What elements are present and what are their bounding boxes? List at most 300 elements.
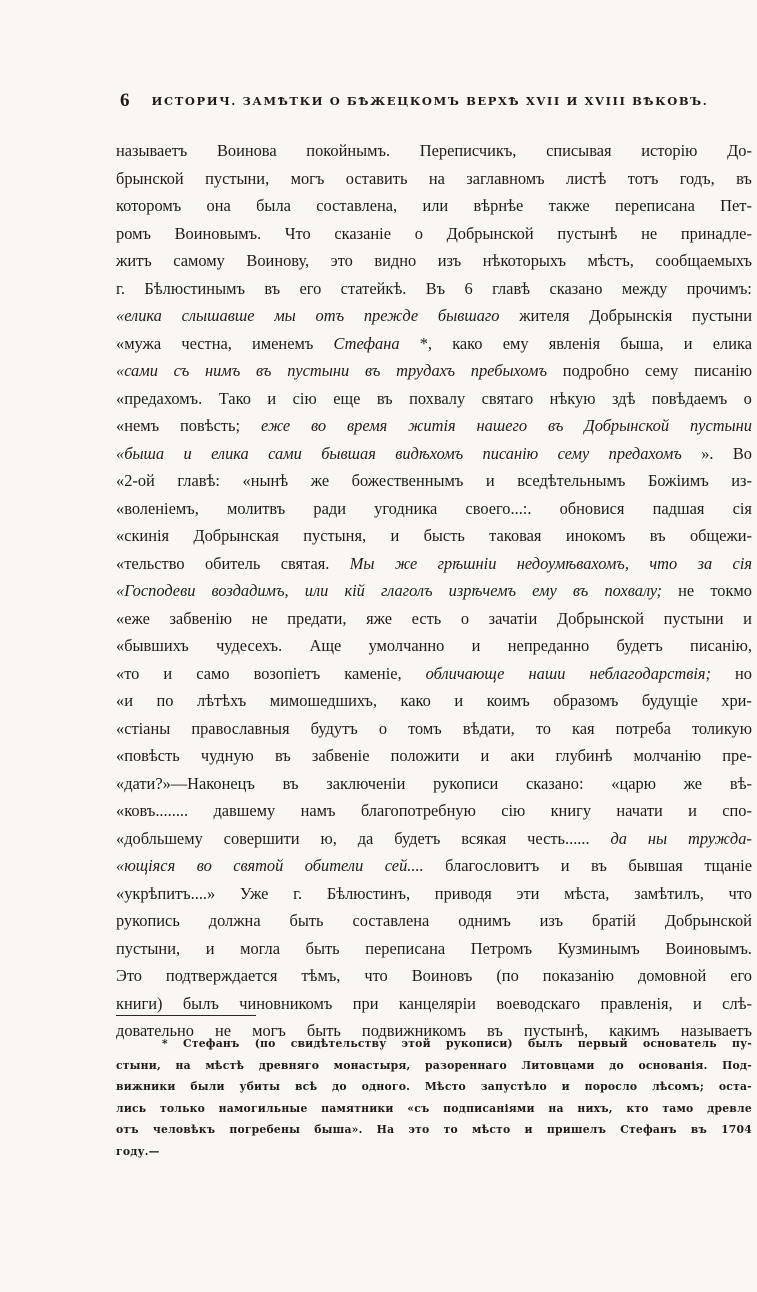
word: г. (293, 883, 303, 903)
word: въ (282, 773, 299, 793)
word: «мужа (116, 333, 162, 353)
word: братій (592, 911, 636, 930)
word: тамо (662, 1101, 694, 1115)
word: могъ (252, 1021, 286, 1040)
word: падшая (652, 498, 705, 518)
word: Добрынской (446, 223, 534, 243)
word: неблагодарствія; (589, 663, 711, 683)
word: лѣтѣхъ (197, 691, 247, 710)
word: по (156, 691, 174, 710)
word: пу- (732, 1037, 752, 1050)
word: не (678, 581, 695, 600)
word: не (251, 608, 268, 628)
word: довательно (116, 1021, 194, 1040)
word: похвалу (409, 388, 466, 408)
word: писанію, (690, 636, 752, 655)
word: оставить (345, 168, 408, 188)
text-line (116, 275, 752, 303)
word: лись (116, 1101, 147, 1115)
word: ему (502, 333, 529, 353)
word: подробно (562, 361, 630, 380)
word: всѣ (294, 1080, 318, 1093)
word: непреданно (507, 636, 590, 655)
word: не (641, 223, 658, 243)
text-line (116, 907, 752, 935)
word: только (159, 1101, 206, 1115)
word: основатель (642, 1037, 717, 1050)
word: или (422, 196, 449, 215)
word: недоумѣвахомъ, (516, 553, 629, 573)
word: елика (211, 443, 249, 463)
word: исторію (641, 141, 698, 160)
word: писанію (482, 443, 539, 463)
word: въ (736, 168, 752, 188)
word: Мы (349, 553, 375, 573)
word: въ (256, 361, 272, 380)
word: не (215, 1021, 232, 1040)
word: тщаніе (704, 856, 752, 875)
word: «елика (116, 306, 162, 325)
word: Добрынскія (589, 306, 673, 325)
word: и (163, 663, 173, 683)
word: пребыхомъ (470, 361, 547, 380)
word: пустыни, (205, 168, 270, 188)
word: же (310, 471, 330, 490)
word: обновися (559, 498, 625, 518)
word: быша». (314, 1123, 363, 1136)
word: это (408, 1123, 430, 1136)
word: о (743, 388, 752, 408)
word: нихъ, (577, 1101, 613, 1115)
word: сія (732, 498, 752, 518)
word: аки (510, 746, 535, 765)
footnote (116, 1033, 752, 1162)
text-line (116, 495, 752, 523)
text-line (116, 330, 752, 358)
word: Кузминымъ (557, 938, 640, 958)
word: сказано (549, 278, 603, 298)
word: прочимъ: (686, 278, 752, 298)
word: переписана (614, 196, 695, 215)
word: о (414, 223, 423, 243)
word: «царю (611, 773, 656, 793)
footnote-line (116, 1055, 752, 1077)
word: составлена (352, 911, 430, 930)
word: ромъ (116, 223, 151, 243)
text-line (116, 660, 752, 688)
word: Аще (309, 636, 342, 655)
word: обличающе (425, 663, 505, 683)
word: Стефанъ (183, 1037, 240, 1050)
word: и (390, 526, 400, 545)
word: въ (274, 746, 291, 765)
word: пустыни (663, 608, 724, 628)
word: списывая (546, 141, 612, 160)
page-number: 6 (120, 90, 130, 111)
word: предахомъ (608, 443, 682, 463)
word: и (183, 443, 192, 463)
word: тотъ (627, 168, 659, 188)
word: «укрѣпитъ....» (116, 883, 216, 903)
word: совершити (223, 828, 300, 848)
word: ради (313, 498, 346, 518)
word: Воинову, (246, 251, 310, 270)
word: токмо (710, 581, 752, 600)
word: глубинѣ (555, 746, 613, 765)
text-line (116, 742, 752, 770)
word: начати (616, 801, 663, 820)
word: своего...:. (465, 498, 532, 518)
text-line (116, 247, 752, 275)
word: потреба (615, 718, 671, 738)
word: она (206, 196, 231, 215)
word: нѣкую (549, 388, 596, 408)
word: «бывшихъ (116, 636, 189, 655)
word: ю, (320, 828, 337, 848)
word: общежи- (689, 526, 752, 545)
text-line (116, 550, 752, 578)
word: погребены (229, 1123, 301, 1136)
word: главѣ (492, 278, 531, 298)
text-line (116, 137, 752, 165)
word: канцеляріи (398, 993, 476, 1013)
word: тружда- (688, 828, 752, 848)
word: рукописи) (445, 1037, 513, 1050)
word: Воинова (216, 141, 277, 160)
word: поросло (584, 1080, 638, 1093)
word: заключеніи (326, 773, 406, 793)
main-text (116, 137, 752, 1045)
word: яже (366, 608, 393, 628)
word: Литовцами (521, 1058, 595, 1072)
word: (по (496, 966, 519, 985)
word: пустыни (287, 361, 350, 380)
word: *, (419, 333, 433, 353)
word: какимъ (609, 1021, 660, 1040)
word: видѣхомъ (395, 443, 464, 463)
word: или (304, 581, 329, 600)
word: угодника (374, 498, 438, 518)
footnote-line (116, 1033, 752, 1055)
word: Воиновымъ. (665, 938, 752, 958)
word: сему (557, 443, 590, 463)
word: сему (645, 361, 679, 380)
word: чудесехъ. (216, 636, 283, 655)
word: православныя (191, 718, 290, 738)
word: же (394, 553, 418, 573)
word: о (460, 608, 470, 628)
word: но (735, 663, 752, 683)
word: мимошедшихъ, (269, 691, 378, 710)
word: при (352, 993, 379, 1013)
word: спо- (722, 801, 752, 820)
word: и (693, 993, 702, 1013)
word: «2-ой (116, 471, 155, 490)
word: его (730, 966, 752, 985)
word: покойнымъ. (306, 141, 391, 160)
word: слышавше (181, 306, 255, 325)
word: рукописи (433, 773, 499, 793)
word: Въ (425, 278, 446, 298)
word: однимъ (458, 911, 511, 930)
word: благословитъ (445, 856, 540, 875)
word: воеводскаго (496, 993, 581, 1013)
word: Добрынской (556, 608, 644, 628)
word: «ющіяся (116, 856, 176, 875)
word: видно (374, 251, 417, 270)
text-line (116, 632, 752, 660)
word: нѣкоторыхъ (482, 251, 566, 270)
word: оста- (718, 1080, 752, 1093)
word: вѣдати, (462, 718, 515, 738)
word: Мѣсто (424, 1080, 466, 1093)
word: его (299, 278, 322, 298)
text-line (116, 880, 752, 908)
word: могъ (290, 168, 325, 188)
word: изрѣчемъ (448, 581, 517, 600)
text-line (116, 385, 752, 413)
word: Переписчикъ, (419, 141, 517, 160)
word: умолчанно (368, 636, 445, 655)
word: былъ (182, 993, 219, 1013)
word: году.— (116, 1144, 160, 1158)
word: домовной (637, 966, 707, 985)
word: жителя (519, 306, 570, 325)
page-header (120, 86, 750, 116)
word: въ (264, 278, 281, 298)
word: инокомъ (565, 526, 626, 545)
word: будетъ (616, 636, 663, 655)
word: прежде (363, 306, 419, 325)
word: давшему (213, 801, 276, 820)
word: глаголъ (380, 581, 433, 600)
word: Петромъ (470, 938, 533, 958)
word: приводя (434, 883, 492, 903)
word: замѣтилъ, (634, 883, 704, 903)
word: переписана (365, 938, 446, 958)
word: Под- (722, 1058, 752, 1072)
word: въ (591, 856, 607, 875)
word: и (524, 1123, 533, 1136)
word: называетъ (680, 1021, 752, 1040)
word: и (743, 608, 752, 628)
word: воздадимъ, (211, 581, 289, 600)
word: въ (690, 1123, 707, 1136)
word: * (162, 1037, 168, 1050)
word: одного. (361, 1080, 411, 1093)
word: «Господеви (116, 581, 196, 600)
word: Во (732, 443, 752, 463)
word: отъ (315, 306, 345, 325)
word: трудахъ (396, 361, 456, 380)
word: быть (306, 1021, 341, 1040)
word: 6 (464, 278, 473, 298)
text-line (116, 605, 752, 633)
word: Воиновымъ. (174, 223, 262, 243)
text-line (116, 687, 752, 715)
word: въ (487, 1021, 503, 1040)
text-line (116, 357, 752, 385)
word: «то (116, 663, 140, 683)
word: и (683, 333, 693, 353)
word: Бѣлюстинъ, (326, 883, 411, 903)
word: во (311, 416, 327, 435)
word: что (649, 553, 678, 573)
text-line (116, 962, 752, 990)
word: «предахомъ. (116, 388, 203, 408)
word: пустыня, (303, 526, 367, 545)
word: «стіаны (116, 718, 171, 738)
word: обитель (204, 553, 261, 573)
word: въ (376, 388, 393, 408)
word: сами (268, 443, 302, 463)
word: коимъ (486, 691, 530, 710)
word: пустыни (692, 306, 752, 325)
word: еще (333, 388, 361, 408)
word: показанію (542, 966, 615, 985)
word: на (175, 1058, 191, 1072)
text-line (116, 302, 752, 330)
word: будущіе (641, 691, 698, 710)
text-line (116, 577, 752, 605)
word: въ (572, 581, 589, 600)
word: 1704 (721, 1123, 752, 1136)
word: вижники (116, 1080, 176, 1093)
word: намогильные (218, 1101, 308, 1115)
word: вседѣтельнымъ (517, 471, 626, 490)
word: до (332, 1080, 347, 1093)
word: святаго (481, 388, 534, 408)
word: также (548, 196, 590, 215)
word: и (485, 471, 495, 490)
word: отъ (116, 1123, 139, 1136)
word: вѣ- (729, 773, 752, 793)
word: «быша (116, 443, 165, 463)
word: Добрынская (193, 526, 279, 545)
word: которомъ (116, 196, 182, 215)
word: тѣмъ, (301, 966, 341, 985)
word: свидѣтельству (290, 1037, 387, 1050)
word: само (196, 663, 230, 683)
word: и (454, 691, 464, 710)
word: книгу (550, 801, 592, 820)
word: лѣсомъ; (652, 1080, 705, 1093)
word: Уже (239, 883, 269, 903)
word: и (688, 801, 697, 820)
word: то (443, 1123, 458, 1136)
text-line (116, 440, 752, 468)
word: сію (501, 801, 526, 820)
word: во (196, 856, 212, 875)
word: мѣста, (564, 883, 610, 903)
word: годъ, (679, 168, 715, 188)
word: еже (260, 416, 291, 435)
word: пустынѣ, (523, 1021, 589, 1040)
word: обители (304, 856, 364, 875)
word: «немъ (116, 416, 160, 435)
word: статейкѣ. (340, 278, 407, 298)
text-line (116, 990, 752, 1018)
word: этой (401, 1037, 431, 1050)
word: именемъ (252, 333, 314, 353)
word: житія (408, 416, 456, 435)
word: честь...... (527, 828, 590, 848)
word: «добльшему (116, 828, 203, 848)
text-line (116, 797, 752, 825)
word: основанія. (638, 1058, 708, 1072)
word: сказано: (525, 773, 584, 793)
word: рукопись (116, 911, 180, 930)
word: Добрынской (584, 416, 670, 435)
word: книги) (116, 993, 163, 1013)
word: подвижникомъ (361, 1021, 466, 1040)
word: сія (732, 553, 752, 573)
word: первый (577, 1037, 628, 1050)
word: главѣ: (177, 471, 220, 490)
word: Пет- (720, 196, 752, 215)
footnote-rule (116, 1015, 256, 1016)
word: вѣрнѣе (473, 196, 524, 215)
word: Божіимъ (647, 471, 709, 490)
word: мѣсто (471, 1123, 511, 1136)
word: заглавномъ (466, 168, 545, 188)
text-line (116, 165, 752, 193)
word: положити (390, 746, 460, 765)
word: быть (289, 911, 324, 930)
word: составлена, (316, 196, 398, 215)
word: называетъ (116, 141, 188, 160)
word: на (548, 1101, 564, 1115)
word: съ (173, 361, 190, 380)
word: сообщаемыхъ (655, 251, 752, 270)
word: и (480, 746, 490, 765)
word: изъ (437, 251, 462, 270)
word: будутъ (310, 718, 358, 738)
word: «ковъ........ (116, 801, 189, 820)
word: г. (116, 278, 125, 298)
word: были (190, 1080, 225, 1093)
word: намъ (300, 801, 336, 820)
word: быша, (620, 333, 664, 353)
word: въ (649, 526, 666, 545)
word: возопіетъ (253, 663, 321, 683)
word: это (330, 251, 353, 270)
word: забвенію (169, 608, 233, 628)
word: кто (626, 1101, 649, 1115)
word: пустынѣ (557, 223, 618, 243)
word: сей.... (384, 856, 424, 875)
word: запустѣло (480, 1080, 547, 1093)
word: былъ (528, 1037, 563, 1050)
word: на (428, 168, 445, 188)
word: Это (116, 966, 142, 985)
word: писанію (694, 361, 752, 380)
word: пустыни, (116, 938, 181, 958)
text-line (116, 715, 752, 743)
word: бысть (423, 526, 465, 545)
word: время (347, 416, 388, 435)
word: (по (254, 1037, 276, 1050)
word: сказаніе (334, 223, 391, 243)
word: Что (284, 223, 311, 243)
word: Воиновъ (411, 966, 473, 985)
word: таковая (489, 526, 542, 545)
word: молчанію (633, 746, 702, 765)
word: из- (731, 471, 752, 490)
word: да (357, 828, 374, 848)
word: каменіе, (344, 663, 402, 683)
word: чудную (200, 746, 254, 765)
